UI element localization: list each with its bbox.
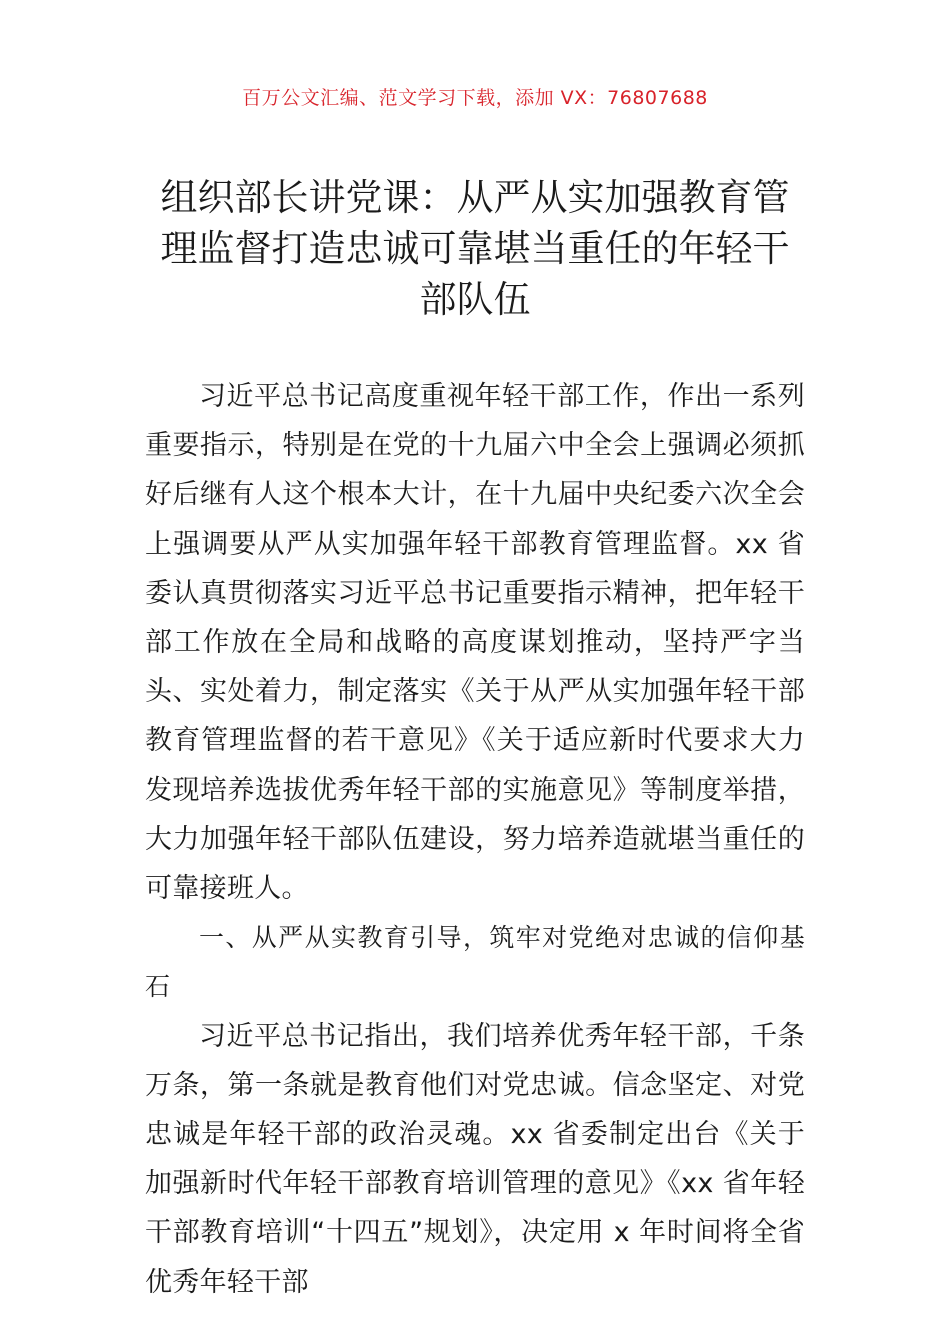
document-title: 组织部长讲党课：从严从实加强教育管理监督打造忠诚可靠堪当重任的年轻干部队伍: [160, 176, 790, 321]
intro-paragraph: 习近平总书记高度重视年轻干部工作，作出一系列重要指示，特别是在党的十九届六中全会上强调必须抓好后继有人这个根本大计，在十九届中央纪委六次全会上强调要从严从实加强年轻干部教育管理监督。xx 省委认真贯彻落实习近平总书记重要指示精神，把年轻干部工作放在全局和战略的高度谋划推动，坚持严字当头、实处着力，制定落实《关于从严从实加强年轻干部教育管理监督的若干意见》《关于适应新时代要求大力发现培养选拔优秀年轻干部的实施意见》等制度举措，大力加强年轻干部队伍建设，努力培养造就堪当重任的可靠接班人。: [145, 381, 805, 905]
section-paragraph: 习近平总书记指出，我们培养优秀年轻干部，千条万条，第一条就是教育他们对党忠诚。信念坚定、对党忠诚是年轻干部的政治灵魂。xx 省委制定出台《关于加强新时代年轻干部教育培训管理的意见》《xx 省年轻干部教育培训“十四五”规划》，决定用 x 年时间将全省优秀年轻干部: [145, 1020, 805, 1298]
section-heading: 一、从严从实教育引导，筑牢对党绝对忠诚的信仰基石: [145, 923, 805, 1002]
document-body: [145, 372, 805, 1307]
promo-banner: 百万公文汇编、范文学习下载，添加 VX：76807688: [242, 87, 708, 109]
